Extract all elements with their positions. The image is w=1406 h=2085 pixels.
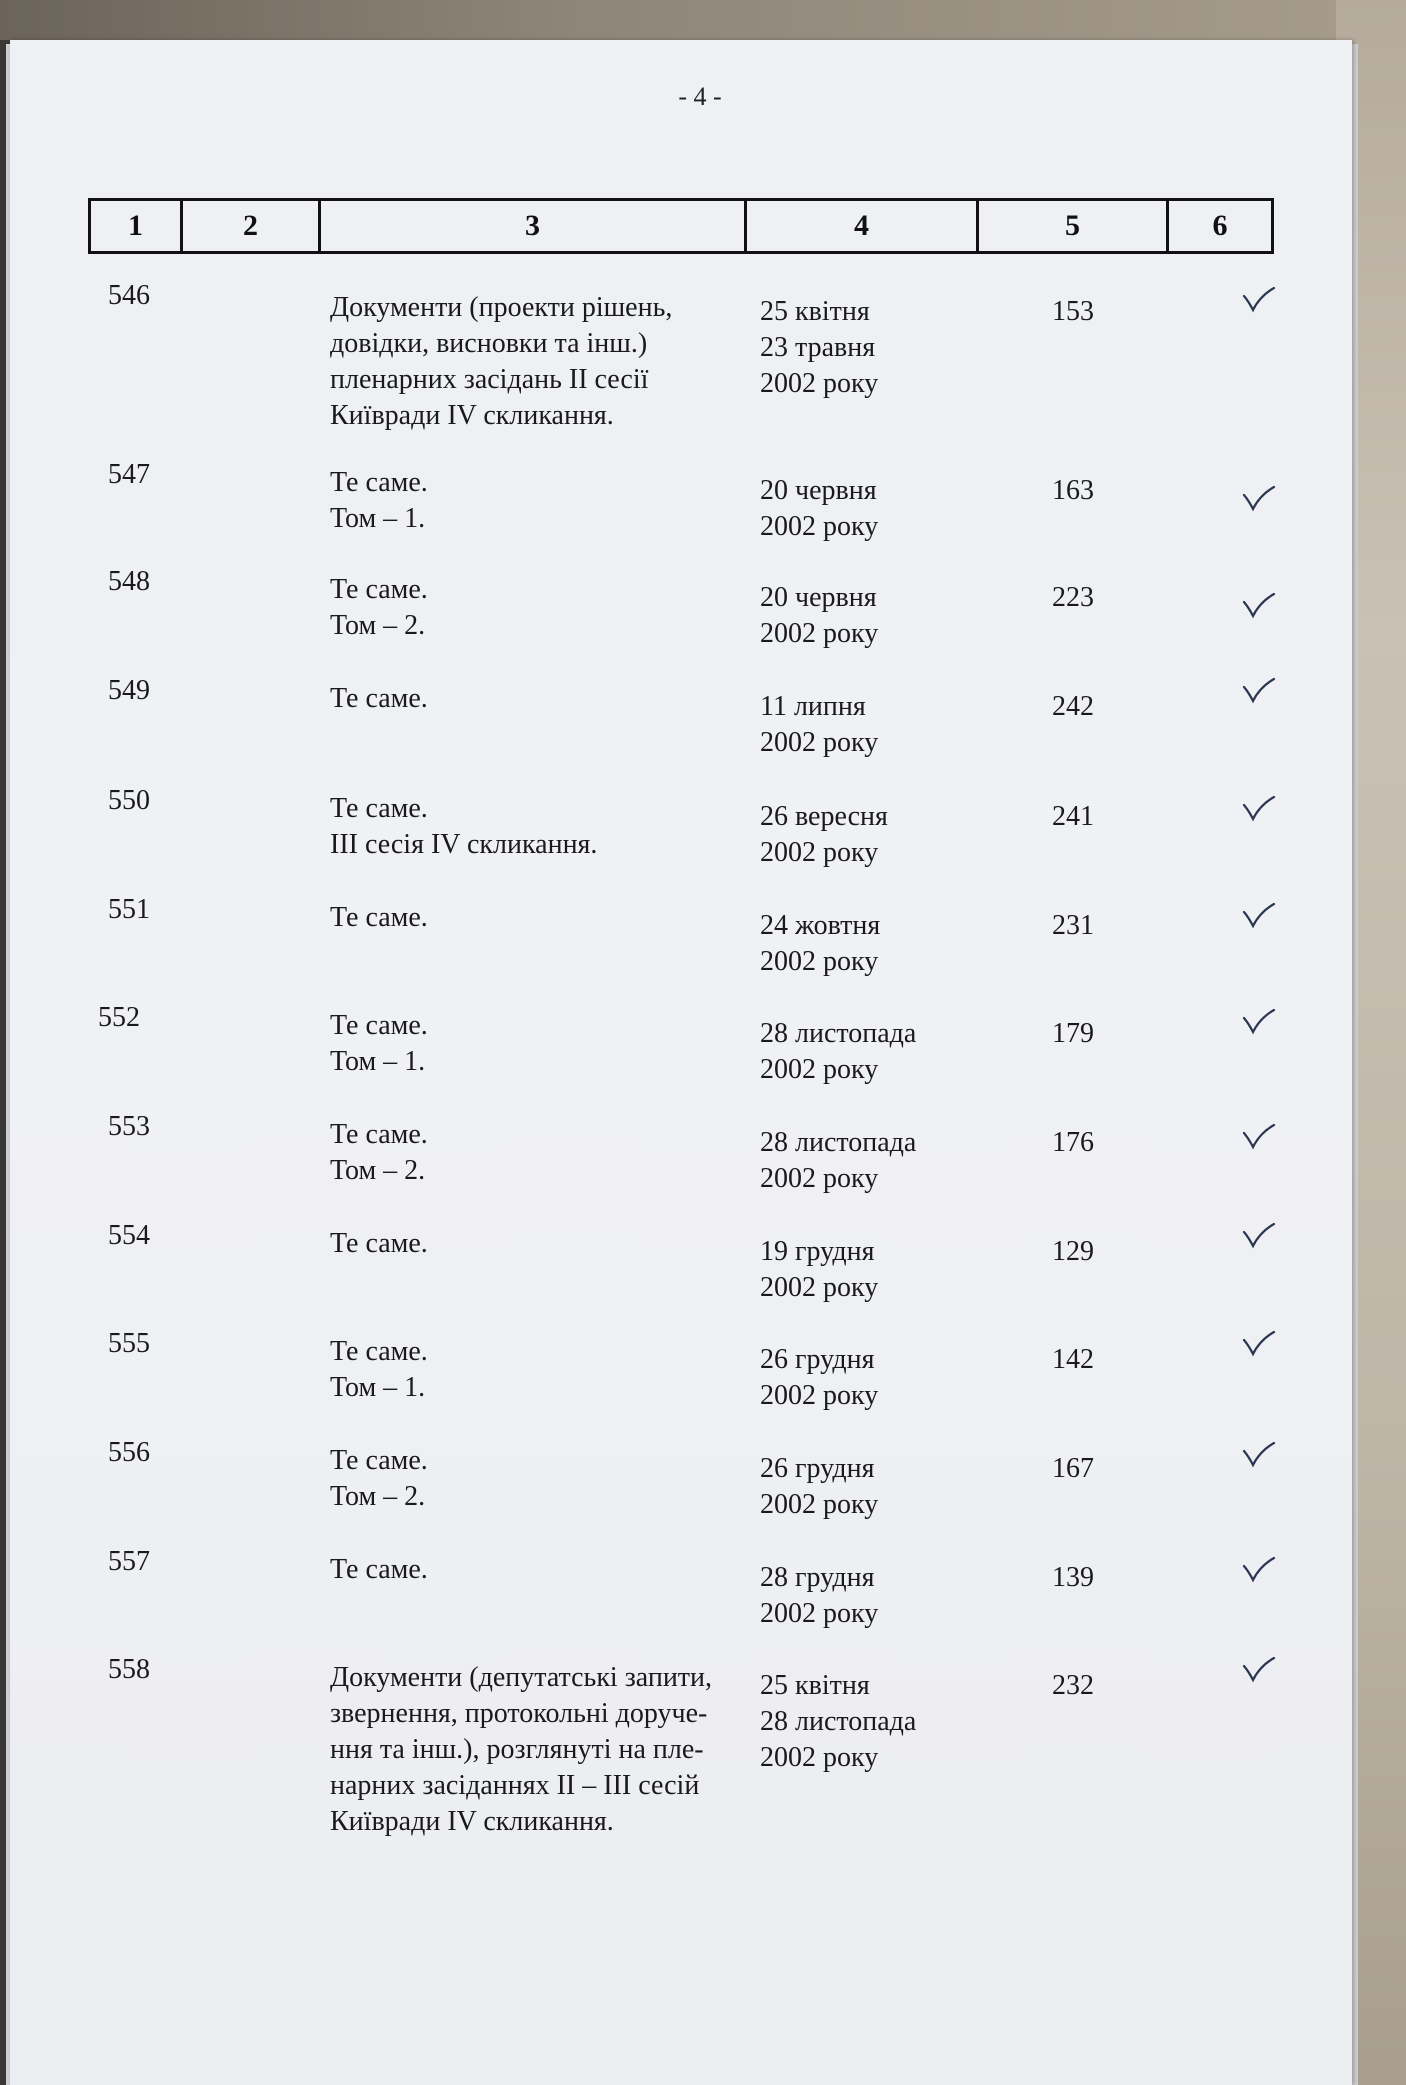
date-line: 2002 року [760,1054,879,1085]
row-description [330,1008,750,1080]
description-line: Те саме. [330,467,428,498]
checkmark-icon [1240,1554,1280,1584]
row-number: 556 [108,1437,150,1468]
date-line: 2002 року [760,511,879,542]
row-description [330,900,750,936]
description-line: Київради IV скликання. [330,400,614,431]
date-line: 2002 року [760,1598,879,1629]
row-page-count: 179 [1052,1018,1094,1049]
description-line: ння та інш.), розглянуті на пле- [330,1734,704,1765]
date-line: 2002 року [760,946,879,977]
description-line: Те саме. [330,1445,428,1476]
row-number: 553 [108,1111,150,1142]
row-date [760,473,980,545]
row-page-count: 163 [1052,475,1094,506]
date-line: 20 червня [760,475,877,506]
checkmark-icon [1240,675,1280,705]
date-line: 11 липня [760,691,866,722]
row-description [330,1552,750,1588]
row-number: 546 [108,280,150,311]
row-date [760,294,980,402]
row-page-count: 139 [1052,1562,1094,1593]
row-number: 547 [108,459,150,490]
row-number: 555 [108,1328,150,1359]
date-line: 2002 року [760,1742,879,1773]
date-line: 25 квітня [760,296,870,327]
row-date [760,689,980,761]
description-line: Те саме. [330,793,428,824]
description-line: Документи (проекти рішень, [330,292,673,323]
scan-backdrop-top [0,0,1406,40]
date-line: 2002 року [760,1163,879,1194]
row-description [330,1117,750,1189]
row-number: 548 [108,566,150,597]
checkmark-icon [1240,1006,1280,1036]
row-page-count: 231 [1052,910,1094,941]
date-line: 28 листопада [760,1706,917,1737]
description-line: Те саме. [330,1228,428,1259]
table-header [88,198,1274,254]
description-line: Те саме. [330,1554,428,1585]
description-line: Том – 1. [330,1372,426,1403]
row-page-count: 232 [1052,1670,1094,1701]
description-line: Те саме. [330,902,428,933]
row-description [330,1660,750,1840]
row-page-count: 167 [1052,1453,1094,1484]
description-line: Том – 2. [330,1481,426,1512]
header-col-2: 2 [183,201,321,251]
header-col-4: 4 [747,201,979,251]
row-date [760,799,980,871]
description-line: Том – 2. [330,610,426,641]
description-line: Том – 1. [330,1046,426,1077]
row-date [760,580,980,652]
date-line: 28 листопада [760,1127,917,1158]
description-line: пленарних засідань ІІ сесії [330,364,649,395]
date-line: 2002 року [760,1380,879,1411]
description-line: Том – 1. [330,503,426,534]
date-line: 28 грудня [760,1562,875,1593]
checkmark-icon [1240,1439,1280,1469]
header-col-5: 5 [979,201,1169,251]
checkmark-icon [1240,1654,1280,1684]
date-line: 26 вересня [760,801,888,832]
row-description [330,290,750,434]
row-number: 557 [108,1546,150,1577]
description-line: Те саме. [330,1119,428,1150]
description-line: звернення, протокольні доруче- [330,1698,708,1729]
row-description [330,1334,750,1406]
checkmark-icon [1240,1121,1280,1151]
row-date [760,1451,980,1523]
description-line: довідки, висновки та інш.) [330,328,648,359]
checkmark-icon [1240,590,1280,620]
date-line: 28 листопада [760,1018,917,1049]
row-page-count: 153 [1052,296,1094,327]
row-number: 549 [108,675,150,706]
description-line: Том – 2. [330,1155,426,1186]
date-line: 24 жовтня [760,910,881,941]
row-number: 551 [108,894,150,925]
date-line: 2002 року [760,1272,879,1303]
date-line: 26 грудня [760,1344,875,1375]
description-line: Київради IV скликання. [330,1806,614,1837]
checkmark-icon [1240,1328,1280,1358]
description-line: Те саме. [330,1336,428,1367]
row-page-count: 142 [1052,1344,1094,1375]
date-line: 2002 року [760,1489,879,1520]
row-date [760,1342,980,1414]
description-line: Те саме. [330,683,428,714]
checkmark-icon [1240,793,1280,823]
checkmark-icon [1240,1220,1280,1250]
date-line: 2002 року [760,618,879,649]
row-number: 552 [98,1002,140,1033]
date-line: 19 грудня [760,1236,875,1267]
checkmark-icon [1240,900,1280,930]
checkmark-icon [1240,483,1280,513]
page-number: - 4 - [678,82,722,111]
checkmark-icon [1240,284,1280,314]
row-page-count: 242 [1052,691,1094,722]
row-description [330,1443,750,1515]
row-date [760,1560,980,1632]
date-line: 26 грудня [760,1453,875,1484]
date-line: 2002 року [760,837,879,868]
description-line: Те саме. [330,1010,428,1041]
row-number: 558 [108,1654,150,1685]
date-line: 2002 року [760,368,879,399]
row-date [760,908,980,980]
date-line: 25 квітня [760,1670,870,1701]
description-line: Документи (депутатські запити, [330,1662,713,1693]
description-line: нарних засіданнях ІІ – ІІІ сесій [330,1770,700,1801]
header-col-1: 1 [91,201,183,251]
description-line: ІІІ сесія IV скликання. [330,829,598,860]
description-line: Те саме. [330,574,428,605]
row-date [760,1234,980,1306]
row-page-count: 223 [1052,582,1094,613]
row-page-count: 176 [1052,1127,1094,1158]
date-line: 2002 року [760,727,879,758]
row-description [330,465,750,537]
row-number: 550 [108,785,150,816]
row-description [330,681,750,717]
header-col-6: 6 [1212,209,1228,242]
row-page-count: 129 [1052,1236,1094,1267]
header-col-3: 3 [321,201,747,251]
row-description [330,572,750,644]
date-line: 20 червня [760,582,877,613]
row-number: 554 [108,1220,150,1251]
row-date [760,1125,980,1197]
row-description [330,1226,750,1262]
row-description [330,791,750,863]
row-date [760,1016,980,1088]
row-page-count: 241 [1052,801,1094,832]
row-date [760,1668,980,1776]
date-line: 23 травня [760,332,876,363]
